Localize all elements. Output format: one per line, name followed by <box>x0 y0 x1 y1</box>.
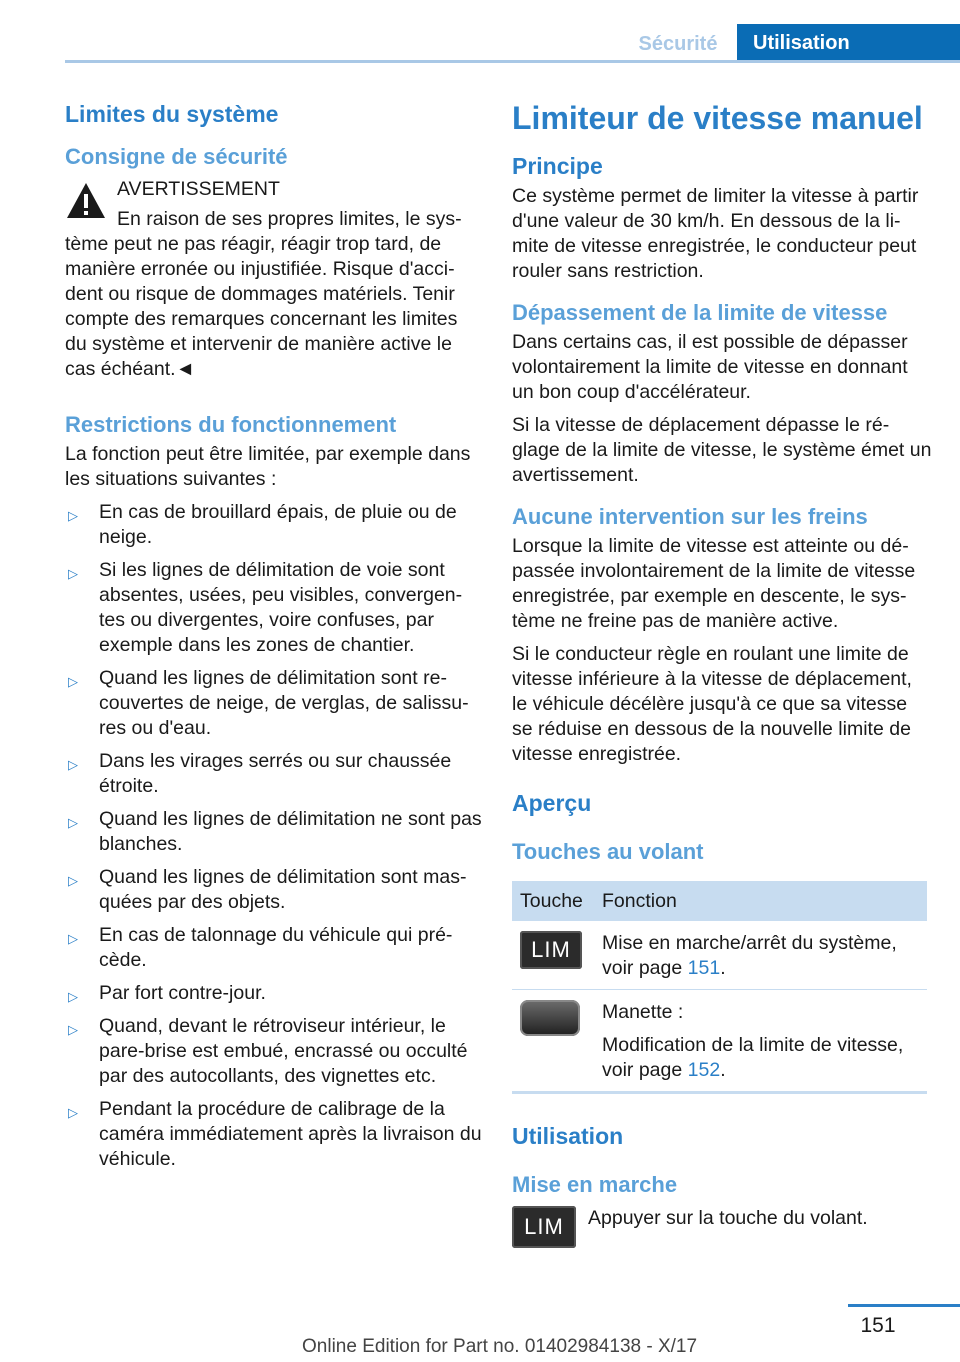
brakes-text-1: Lorsque la limite de vitesse est atteinte ou dé-passée involontairement de la limite de vitesse enregistrée, par exemple en descente, le sys-tème ne freine pas de manière active. <box>512 535 916 632</box>
list-item-text: Dans les virages serrés ou sur chaussée étroite. <box>99 750 452 797</box>
list-item-text: En cas de talonnage du véhicule qui pré-cède. <box>99 924 453 971</box>
page-number: 151 <box>860 1314 896 1337</box>
bullet-triangle-icon: ▷ <box>68 674 78 689</box>
column-header-key: Touche <box>512 881 594 921</box>
function-text: Mise en marche/arrêt du système, voir page <box>602 932 897 979</box>
principle-text: Ce système permet de limiter la vitesse à partir d'une valeur de 30 km/h. En dessous de la li-mite de vitesse enregistrée, le conducteur peut rouler sans restriction. <box>512 185 919 282</box>
rocker-switch-icon <box>520 1000 580 1036</box>
exceed-text-2: Si la vitesse de déplacement dépasse le ré-glage de la limite de vitesse, le système émet un avertissement. <box>512 414 932 486</box>
keys-table <box>512 881 927 1094</box>
header-divider <box>65 60 960 63</box>
right-column <box>512 96 932 1256</box>
list-item-text: Par fort contre-jour. <box>99 982 266 1004</box>
switch-on-row <box>512 1206 932 1256</box>
heading-overview: Aperçu <box>512 790 592 816</box>
heading-safety-note: Consigne de sécurité <box>65 144 288 169</box>
lim-button-icon: LIM <box>512 1206 576 1248</box>
heading-switch-on: Mise en marche <box>512 1172 678 1197</box>
list-item <box>65 500 483 550</box>
page-link[interactable]: 152 <box>687 1059 721 1081</box>
section-tab: Sécurité <box>638 33 718 55</box>
warning-title: AVERTISSEMENT <box>117 178 280 200</box>
warning-text: En raison de ses propres limites, le sys-tème peut ne pas réagir, réagir trop tard, de manière erronée ou injustifiée. Risque d'acci-dent ou risque de dommages matériels. Tenir compte des remarques concernant les limites du système et intervenir de manière active le cas échéant.◄ <box>65 208 462 380</box>
table-header-row <box>512 881 927 921</box>
list-item <box>65 865 483 915</box>
restrictions-intro: La fonction peut être limitée, par exemple dans les situations suivantes : <box>65 443 471 490</box>
function-suffix: . <box>720 957 726 979</box>
lim-button-icon: LIM <box>520 931 582 969</box>
heading-usage: Utilisation <box>512 1123 624 1149</box>
bullet-triangle-icon: ▷ <box>68 1105 78 1120</box>
chapter-tab: Utilisation <box>737 24 960 62</box>
page-title: Limiteur de vitesse manuel <box>512 100 923 136</box>
bullet-triangle-icon: ▷ <box>68 566 78 581</box>
exceed-text-1: Dans certains cas, il est possible de dépasser volontairement la limite de vitesse en donnant un bon coup d'accélérateur. <box>512 331 908 403</box>
heading-no-braking: Aucune intervention sur les freins <box>512 504 868 529</box>
function-text: Modification de la limite de vitesse, voir page <box>602 1034 904 1081</box>
list-item <box>65 807 483 857</box>
bullet-triangle-icon: ▷ <box>68 1022 78 1037</box>
list-item <box>65 558 483 658</box>
restrictions-list <box>65 500 483 1172</box>
edition-footer: Online Edition for Part no. 01402984138 - X/17 <box>302 1336 698 1357</box>
heading-exceed-limit: Dépassement de la limite de vitesse <box>512 300 888 325</box>
heading-principle: Principe <box>512 153 603 179</box>
bullet-triangle-icon: ▷ <box>68 508 78 523</box>
list-item <box>65 1014 483 1089</box>
list-item <box>65 981 483 1006</box>
bullet-triangle-icon: ▷ <box>68 989 78 1004</box>
table-row <box>512 921 927 990</box>
warning-block <box>65 176 483 382</box>
page-header <box>0 0 960 62</box>
brakes-text-2: Si le conducteur règle en roulant une limite de vitesse inférieure à la vitesse de déplacement, le véhicule décélère jusqu'à ce que sa vitesse se réduise en dessous de la nouvelle limite de vitesse enregistrée. <box>512 643 912 765</box>
heading-system-limits: Limites du système <box>65 101 279 127</box>
bullet-triangle-icon: ▷ <box>68 931 78 946</box>
list-item-text: Quand, devant le rétroviseur intérieur, le pare-brise est embué, encrassé ou occulté par des autocollants, des vignettes etc. <box>99 1015 468 1087</box>
function-cell <box>594 921 927 990</box>
list-item-text: Pendant la procédure de calibrage de la caméra immédiatement après la livraison du véhicule. <box>99 1098 482 1170</box>
bullet-triangle-icon: ▷ <box>68 757 78 772</box>
page-link[interactable]: 151 <box>687 957 721 979</box>
warning-triangle-icon <box>65 180 107 222</box>
bullet-triangle-icon: ▷ <box>68 873 78 888</box>
function-cell <box>594 990 927 1093</box>
list-item-text: Quand les lignes de délimitation ne sont pas blanches. <box>99 808 482 855</box>
list-item <box>65 923 483 973</box>
table-row <box>512 990 927 1093</box>
function-suffix: . <box>720 1059 726 1081</box>
list-item-text: Si les lignes de délimitation de voie sont absentes, usées, peu visibles, convergen-tes ou divergentes, voire confuses, par exemple dans les zones de chantier. <box>99 559 463 656</box>
heading-steering-keys: Touches au volant <box>512 839 704 864</box>
list-item <box>65 1097 483 1172</box>
bullet-triangle-icon: ▷ <box>68 815 78 830</box>
list-item-text: Quand les lignes de délimitation sont re-couvertes de neige, de verglas, de salissu-res ou d'eau. <box>99 667 469 739</box>
footer-divider <box>848 1304 960 1307</box>
list-item-text: En cas de brouillard épais, de pluie ou de neige. <box>99 501 457 548</box>
switch-on-text: Appuyer sur la touche du volant. <box>588 1207 868 1229</box>
list-item-text: Quand les lignes de délimitation sont mas-quées par des objets. <box>99 866 467 913</box>
heading-restrictions: Restrictions du fonctionnement <box>65 412 397 437</box>
column-header-function: Fonction <box>594 881 927 921</box>
left-column <box>65 96 483 1180</box>
list-item <box>65 749 483 799</box>
function-title: Manette : <box>602 1001 684 1023</box>
list-item <box>65 666 483 741</box>
